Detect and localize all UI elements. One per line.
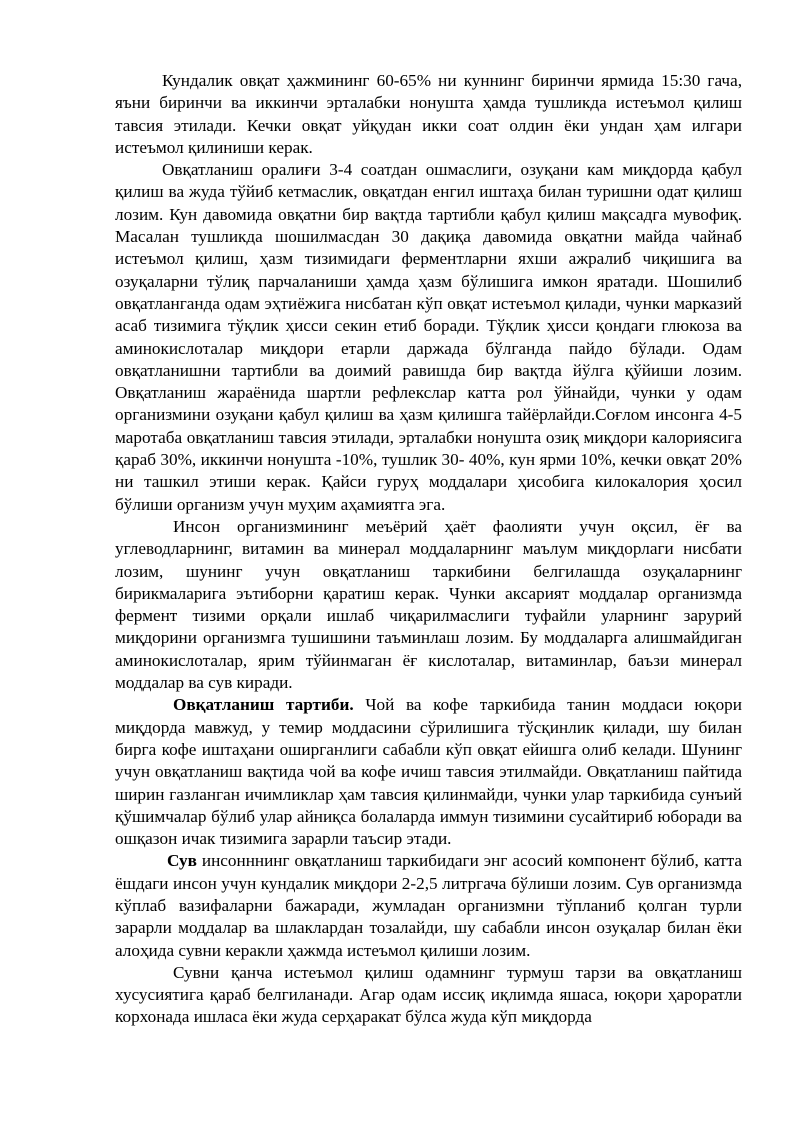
paragraph-eating-regime [115,694,742,850]
paragraph-meal-timing: Кундалик овқат ҳажмининг 60-65% ни куннинг биринчи ярмида 15:30 гача, яъни биринчи ва иккинчи эрталабки нонушта ҳамда тушликда истеъмол қилиш тавсия этилади. Кечки овқат уйқудан икки соат олдин ёки ундан ҳам илгари истеъмол қилиниши керак. [115,71,742,157]
heading-water: Сув [167,851,197,871]
paragraph-water [115,850,742,961]
paragraph-eating-regime-text: Чой ва кофе таркибида танин моддаси юқори миқдорда мавжуд, у темир моддасини сўрилишига тўсқинлик қилади, шу билан бирга кофе иштаҳани оширганлиги сабабли кўп овқат ейишга олиб келади. Шунинг учун овқатланиш вақтида чой ва кофе ичиш тавсия этилмайди. Овқатланиш пайтида ширин газланган ичимликлар ҳам тавсия қилинмайди, чунки улар таркибида сунъий қўшимчалар бўлиб улар айниқса болаларда иммун тизимини сусайтириб юборади ва ошқазон ичак тизимига зарарли таъсир этади. [115,695,742,849]
document-page [115,70,742,1029]
heading-eating-regime: Овқатланиш тартиби. [173,695,354,715]
paragraph-water-text: инсонннинг овқатланиш таркибидаги энг асосий компонент бўлиб, катта ёшдаги инсон учун кундалик миқдори 2-2,5 литргача бўлиши лозим. Сув организмда кўплаб вазифаларни бажаради, жумладан организмни тўпланиб қолган турли зарарли моддалар ва шлаклардан тозалайди, шу сабабли инсон озуқалар билан ёки алоҳида сувни керакли ҳажмда истеъмол қилиши лозим. [115,851,742,960]
paragraph-meal-intervals: Овқатланиш оралиғи 3-4 соатдан ошмаслиги, озуқани кам миқдорда қабул қилиш ва жуда тўйиб кетмаслик, овқатдан енгил иштаҳа билан туришни одат қилиш лозим. Кун давомида овқатни бир вақтда тартибли қабул қилиш мақсадга мувофиқ. Масалан тушликда шошилмасдан 30 дақиқа давомида овқатни майда чайнаб истеъмол қилиш, ҳазм тизимидаги ферментларни яхши ажралиб чиқишига ва озуқаларни тўлиқ парчаланиши ҳамда ҳазм бўлишига имкон яратади. Шошилиб овқатланганда одам эҳтиёжига нисбатан кўп овқат истеъмол қилади, чунки марказий асаб тизимига тўқлик ҳисси секин етиб боради. Тўқлик ҳисси қондаги глюкоза ва аминокислоталар миқдори етарли даржада бўлганда пайдо бўлади. Одам овқатланишни тартибли ва доимий равишда бир вақтда йўлга қўйиши лозим. Овқатланиш жараёнида шартли рефлекслар катта рол ўйнайди, чунки у одам организмини озуқани қабул қилиш ва ҳазм қилишга тайёрлайди.Соғлом инсонга 4-5 маротаба овқатланиш тавсия этилади, эрталабки нонушта озиқ миқдори калориясига қараб 30%, иккинчи нонушта -10%, тушлик 30- 40%, кун ярми 10%, кечки овқат 20% ни ташкил этиши керак. Қайси гуруҳ моддалари ҳисобига килокалория ҳосил бўлиши организм учун муҳим аҳамиятга эга. [115,160,742,514]
paragraph-water-intake: Сувни қанча истеъмол қилиш одамнинг турмуш тарзи ва овқатланиш хусусиятига қараб белгиланади. Агар одам иссиқ иқлимда яшаса, юқори ҳароратли корхонада ишласа ёки жуда серҳаракат бўлса жуда кўп миқдорда [115,962,742,1027]
paragraph-nutrient-balance: Инсон организмининг меъёрий ҳаёт фаолияти учун оқсил, ёғ ва углеводларнинг, витамин ва минерал моддаларнинг маълум миқдорлаги нисбати лозим, шунинг учун овқатланиш таркибини белгилашда озуқаларнинг бирикмаларига эътиборни қаратиш керак. Чунки аксарият моддалар организмда фермент тизими орқали ишлаб чиқарилмаслиги туфайли уларнинг зарурий миқдорини организмга тушишини таъминлаш лозим. Бу моддаларга алишмайдиган аминокислоталар, ярим тўйинмаган ёғ кислоталар, витаминлар, баъзи минерал моддалар ва сув киради. [115,516,742,693]
